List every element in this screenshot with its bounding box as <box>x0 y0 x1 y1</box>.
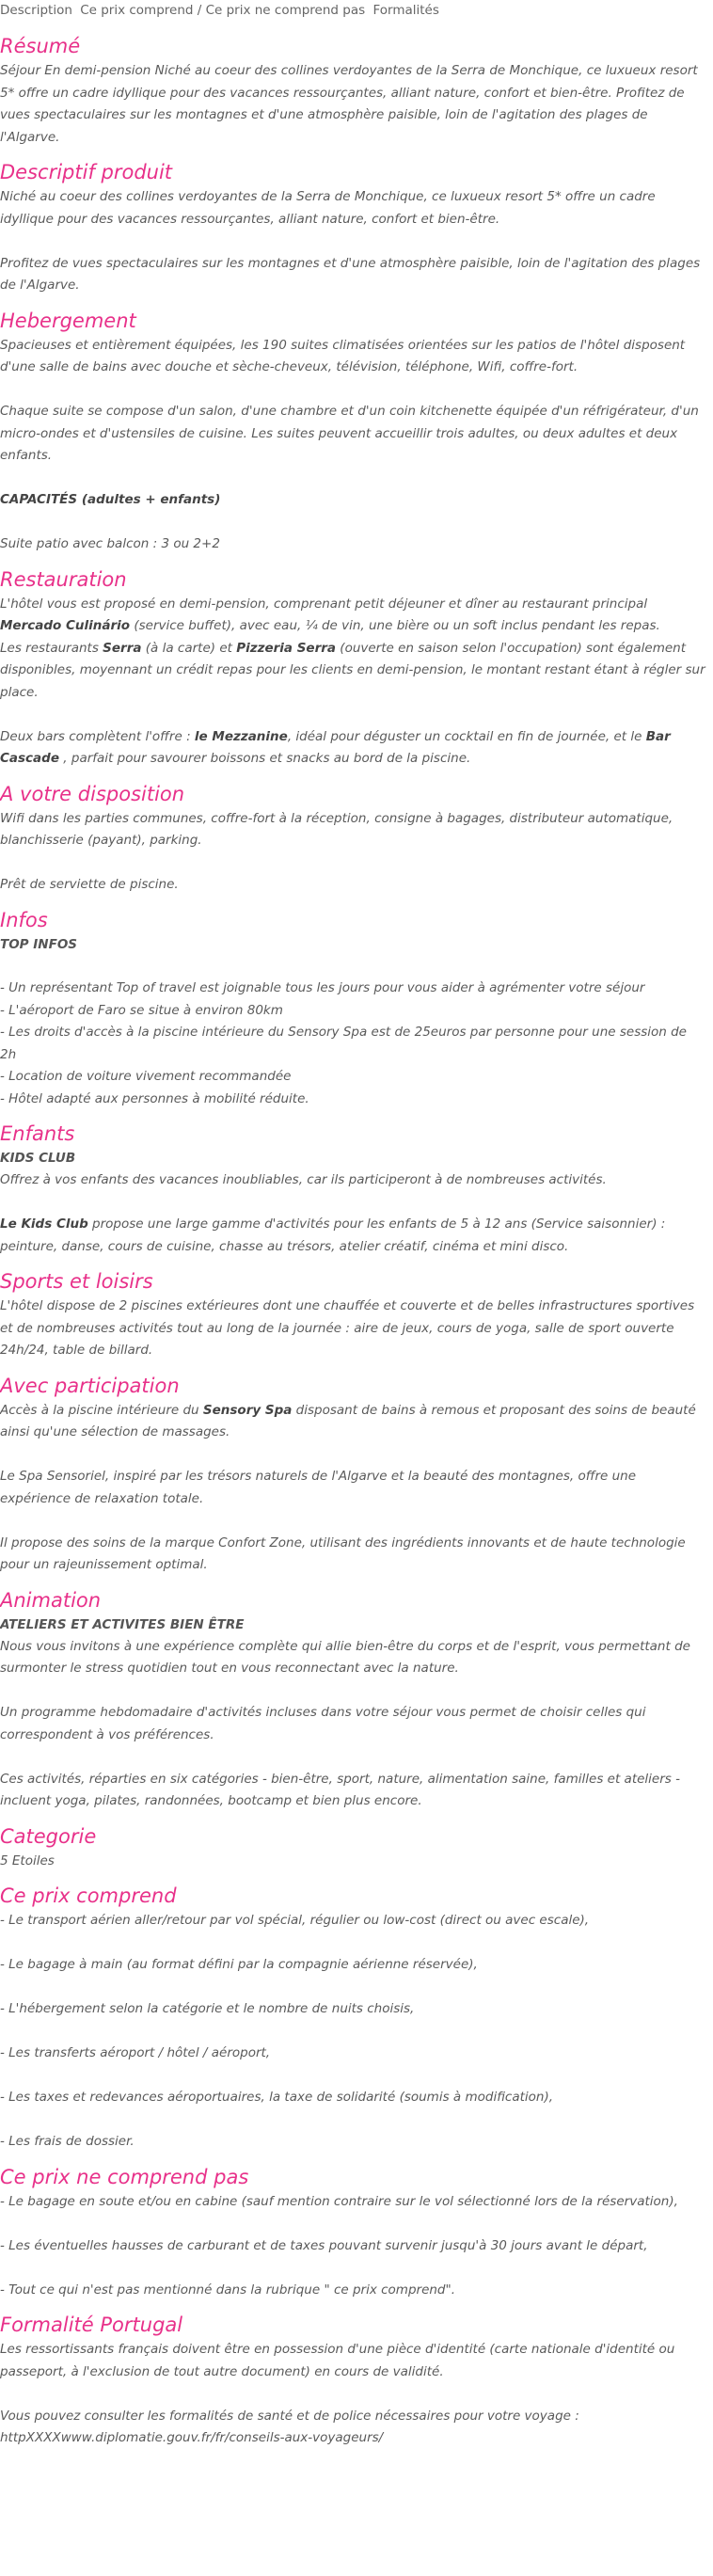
capacites-value: Suite patio avec balcon : 3 ou 2+2 <box>0 536 220 551</box>
resume-text: Séjour En demi-pension Niché au coeur des collines verdoyantes de la Serra de Monchique, ce luxueux resort 5* offre un cadre idyllique pour des vacances ressourçantes, alliant nature, confort et bien-être. Profitez de vues spectaculaires sur les montagnes et d'une atmosphère paisible, loin de l'agitation des plages de l'Algarve. <box>0 63 698 145</box>
restauration-p1: L'hôtel vous est proposé en demi-pension, comprenant petit déjeuner et dîner au restaurant principal Mercado Culinário (service buffet), avec eau, ¼ de vin, une bière ou un soft inclus pendant les repas. <box>0 596 660 633</box>
hebergement-p2: Chaque suite se compose d'un salon, d'une chambre et d'un coin kitchenette équipée d'un réfrigérateur, d'un micro-ondes et d'ustensiles de cuisine. Les suites peuvent accueillir trois adultes, ou deux adultes et deux enfants. <box>0 404 699 463</box>
tab-formalites[interactable]: Formalités <box>372 3 439 18</box>
infos-item: - L'aéroport de Faro se situe à environ 80km <box>0 1002 283 1018</box>
infos-item: - Location de voiture vivement recommandée <box>0 1069 292 1084</box>
categorie-heading: Categorie <box>0 1824 97 1848</box>
sports-heading: Sports et loisirs <box>0 1270 153 1293</box>
enfants-p1: Offrez à vos enfants des vacances inoubliables, car ils participeront à de nombreuses activités. <box>0 1172 607 1187</box>
restauration-heading: Restauration <box>0 567 127 591</box>
infos-subheading: TOP INFOS <box>0 936 78 952</box>
hebergement-heading: Hebergement <box>0 309 136 332</box>
animation-p2: Un programme hebdomadaire d'activités incluses dans votre séjour vous permet de choisir celles qui correspondent à vos préférences. <box>0 1705 646 1742</box>
restauration-p2: Les restaurants Serra (à la carte) et Pizzeria Serra (ouverte en saison selon l'occupation) sont également disponibles, moyennant un crédit repas pour les clients en demi-pension, le montant restant étant à régler sur place. <box>0 640 705 700</box>
comprend-item: - Le transport aérien aller/retour par vol spécial, régulier ou low-cost (direct ou avec escale), <box>0 1913 590 1928</box>
animation-heading: Animation <box>0 1588 102 1612</box>
tab-prix[interactable]: Ce prix comprend / Ce prix ne comprend pas <box>80 3 366 18</box>
capacites-label: CAPACITÉS (adultes + enfants) <box>0 492 221 507</box>
infos-item: - Hôtel adapté aux personnes à mobilité réduite. <box>0 1090 309 1106</box>
enfants-p2: Le Kids Club propose une large gamme d'activités pour les enfants de 5 à 12 ans (Service saisonnier) : peinture, danse, cours de cuisine, chasse au trésors, atelier créatif, cinéma et mini disco. <box>0 1216 666 1254</box>
descriptif-p1: Niché au coeur des collines verdoyantes de la Serra de Monchique, ce luxueux resort 5* offre un cadre idyllique pour des vacances ressourçantes, alliant nature, confort et bien-être. <box>0 189 656 227</box>
disposition-heading: A votre disposition <box>0 782 185 805</box>
comprend-heading: Ce prix comprend <box>0 1884 177 1907</box>
resume-heading: Résumé <box>0 35 81 57</box>
formalite-link[interactable]: httpXXXXwww.diplomatie.gouv.fr/fr/conseils-aux-voyageurs/ <box>0 2430 384 2445</box>
descriptif-p2: Profitez de vues spectaculaires sur les montagnes et d'une atmosphère paisible, loin de l'agitation des plages de l'Algarve. <box>0 255 701 293</box>
animation-p3: Ces activités, réparties en six catégories - bien-être, sport, nature, alimentation saine, familles et ateliers - incluent yoga, pilates, randonnées, bootcamp et bien plus encore. <box>0 1771 680 1808</box>
hebergement-p1: Spacieuses et entièrement équipées, les 190 suites climatisées orientées sur les patios de l'hôtel disposent d'une salle de bains avec douche et sèche-cheveux, télévision, téléphone, Wifi, coffre-fort. <box>0 337 686 374</box>
participation-p1: Accès à la piscine intérieure du Sensory Spa disposant de bains à remous et proposant des soins de beauté ainsi qu'une sélection de massages. <box>0 1402 696 1439</box>
ne-comprend-heading: Ce prix ne comprend pas <box>0 2165 249 2188</box>
enfants-subheading: KIDS CLUB <box>0 1151 76 1166</box>
animation-subheading: ATELIERS ET ACTIVITES BIEN ÊTRE <box>0 1616 245 1632</box>
restauration-p3: Deux bars complètent l'offre : le Mezzanine, idéal pour déguster un cocktail en fin de journée, et le Bar Cascade , parfait pour savourer boissons et snacks au bord de la piscine. <box>0 728 671 766</box>
enfants-heading: Enfants <box>0 1122 75 1145</box>
comprend-item: - L'hébergement selon la catégorie et le nombre de nuits choisis, <box>0 2001 415 2016</box>
ne-comprend-item: - Tout ce qui n'est pas mentionné dans la rubrique " ce prix comprend". <box>0 2282 456 2298</box>
animation-p1: Nous vous invitons à une expérience complète qui allie bien-être du corps et de l'esprit, vous permettant de surmonter le stress quotidien tout en vous reconnectant avec la nature. <box>0 1638 690 1676</box>
infos-item: - Un représentant Top of travel est joignable tous les jours pour vous aider à agrémenter votre séjour <box>0 980 645 995</box>
comprend-item: - Les frais de dossier. <box>0 2134 135 2149</box>
infos-item: - Les droits d'accès à la piscine intérieure du Sensory Spa est de 25euros par personne pour une session de 2h <box>0 1025 687 1062</box>
comprend-item: - Le bagage à main (au format défini par la compagnie aérienne réservée), <box>0 1957 478 1972</box>
formalite-heading: Formalité Portugal <box>0 2314 183 2336</box>
tab-description[interactable]: Description <box>0 3 72 18</box>
ne-comprend-item: - Les éventuelles hausses de carburant et de taxes pouvant survenir jusqu'à 30 jours avant le départ, <box>0 2237 648 2253</box>
formalite-p1: Les ressortissants français doivent être en possession d'une pièce d'identité (carte nationale d'identité ou passeport, à l'exclusion de tout autre document) en cours de validité. <box>0 2342 675 2379</box>
comprend-item: - Les taxes et redevances aéroportuaires, la taxe de solidarité (soumis à modification), <box>0 2090 554 2105</box>
categorie-value: 5 Etoiles <box>0 1852 55 1868</box>
descriptif-heading: Descriptif produit <box>0 161 173 183</box>
participation-p3: Il propose des soins de la marque Confort Zone, utilisant des ingrédients innovants et de haute technologie pour un rajeunissement optimal. <box>0 1534 686 1572</box>
tab-bar <box>0 0 705 23</box>
participation-heading: Avec participation <box>0 1374 180 1397</box>
disposition-p2: Prêt de serviette de piscine. <box>0 877 179 892</box>
comprend-item: - Les transferts aéroport / hôtel / aéroport, <box>0 2045 271 2060</box>
sports-p1: L'hôtel dispose de 2 piscines extérieures dont une chauffée et couverte et de belles infrastructures sportives et de nombreuses activités tout au long de la journée : aire de jeux, cours de yoga, salle de sport ouverte 24h/24, table de billard. <box>0 1298 695 1358</box>
formalite-p2: Vous pouvez consulter les formalités de santé et de police nécessaires pour votre voyage : <box>0 2408 579 2424</box>
disposition-p1: Wifi dans les parties communes, coffre-fort à la réception, consigne à bagages, distributeur automatique, blanchisserie (payant), parking. <box>0 810 673 848</box>
ne-comprend-item: - Le bagage en soute et/ou en cabine (sauf mention contraire sur le vol sélectionné lors de la réservation), <box>0 2193 678 2209</box>
participation-p2: Le Spa Sensoriel, inspiré par les trésors naturels de l'Algarve et la beauté des montagnes, offre une expérience de relaxation totale. <box>0 1469 637 1506</box>
infos-heading: Infos <box>0 908 48 931</box>
